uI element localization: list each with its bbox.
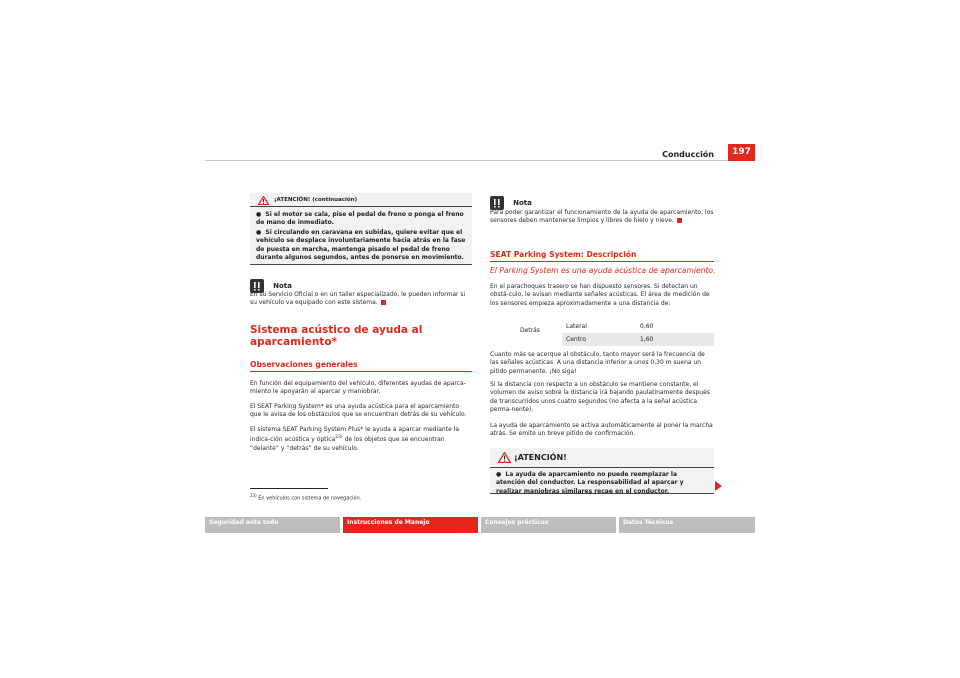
table-row — [562, 333, 714, 346]
table-cell-value: 0,60 — [640, 323, 654, 330]
footnote: $^{23)}$ En vehículos con sistema de navegación. — [250, 493, 362, 502]
sub-heading: Observaciones generales — [250, 360, 358, 369]
next-page-arrow-icon — [715, 481, 722, 491]
table-cell-zone: Centro — [566, 336, 587, 343]
warning-body — [490, 468, 714, 500]
warning-triangle-icon — [498, 452, 511, 463]
table-row-label: Detrás — [520, 327, 540, 334]
warning-triangle-icon — [258, 196, 269, 205]
tab-datos-tecnicos[interactable]: Datos Técnicos — [619, 517, 755, 533]
paragraph: Cuanto más se acerque al obstáculo, tanto mayor será la frecuencia de las señales acústicas. A una distancia inferior a unos 0,30 m suena un pitido permanente. ¡No siga! — [490, 351, 705, 375]
end-mark-icon — [677, 218, 682, 223]
paragraph: En el parachoques trasero se han dispuesto sensores. Si detectan un obstá-culo, le avisan mediante señales acústicas. El área de medición de los sensores empieza aproximadamente a una distancia de: — [490, 283, 710, 307]
paragraph: La ayuda de aparcamiento se activa automáticamente al poner la marcha atrás. Se emite un breve pitido de confirmación. — [490, 422, 713, 438]
section-title: Conducción — [662, 150, 714, 159]
warning-header — [490, 448, 714, 468]
header-rule — [205, 160, 754, 161]
end-mark-icon — [381, 300, 386, 305]
sub-heading-rule — [250, 371, 472, 372]
footnote-number: 23) — [250, 493, 257, 498]
note-icon — [490, 196, 504, 210]
warning-continued-body — [250, 207, 472, 266]
note-text: Para poder garantizar el funcionamiento de la ayuda de aparcamiento, los sensores deben mantenerse limpios y libres de hielo y nieve. — [490, 209, 714, 225]
paragraph: El sistema SEAT Parking System Plus* le ayuda a aparcar mediante la indica-ción acústica y óptica$^{23)}$ de los objetos que se encuentran “delante” y “detrás” de su vehículo. — [250, 426, 460, 452]
tab-seguridad[interactable]: Seguridad ante todo — [205, 517, 340, 533]
footnote-rule — [250, 488, 328, 489]
table-cell-zone: Lateral — [566, 323, 587, 330]
section-heading: SEAT Parking System: Descripción — [490, 250, 637, 259]
warning-title: ¡ATENCIÓN! — [514, 453, 567, 462]
warning-continued-title: ¡ATENCIÓN! (continuación) — [274, 197, 358, 203]
paragraph: En función del equipamiento del vehículo, diferentes ayudas de aparca-miento le apoyarán al aparcar y maniobrar. — [250, 380, 466, 396]
warning-bullet: ● Si circulando en caravana en subidas, quiere evitar que el vehículo se desplace involuntariamente hacia atrás en la fase de puesta en marcha, mantenga pisado el pedal de freno durante algunos segundos, antes de ponerse en movimiento. — [256, 228, 466, 262]
warning-continued-header — [250, 193, 472, 207]
paragraph: El SEAT Parking System* es una ayuda acústica para el aparcamiento que le avisa de los obstáculos que se encuentran detrás de su vehículo. — [250, 403, 467, 419]
footnote-ref: 23) — [335, 435, 343, 441]
main-heading: Sistema acústico de ayuda al aparcamiento* — [250, 324, 423, 348]
section-heading-rule — [490, 261, 714, 262]
page-number: 197 — [728, 144, 755, 161]
note-label: Nota — [273, 281, 292, 290]
tab-consejos[interactable]: Consejos prácticos — [481, 517, 616, 533]
warning-continued-box — [250, 193, 472, 265]
warning-bullet: ● La ayuda de aparcamiento no puede reemplazar la atención del conductor. La responsabilidad al aparcar y realizar maniobras similares recae en el conductor. — [496, 471, 684, 495]
tab-instrucciones[interactable]: Instrucciones de Manejo — [343, 517, 478, 533]
table-row — [562, 320, 714, 333]
section-subheading: El Parking System es una ayuda acústica de aparcamiento. — [490, 266, 716, 275]
warning-box — [490, 448, 714, 494]
table-cell-value: 1,60 — [640, 336, 654, 343]
paragraph: Si la distancia con respecto a un obstáculo se mantiene constante, el volumen de aviso sobre la distancia irá bajando paulatinamente después de transcurridos unos cuatro segundos (no afecta a la señal acústica perma-nente). — [490, 381, 710, 414]
note-text: En su Servicio Oficial o en un taller especializado, le pueden informar si su vehículo va equipado con este sistema. — [250, 291, 466, 307]
warning-bullet: ● Si el motor se cala, pise el pedal de freno o ponga el freno de mano de inmediato. — [256, 211, 464, 227]
note-label: Nota — [513, 198, 532, 207]
